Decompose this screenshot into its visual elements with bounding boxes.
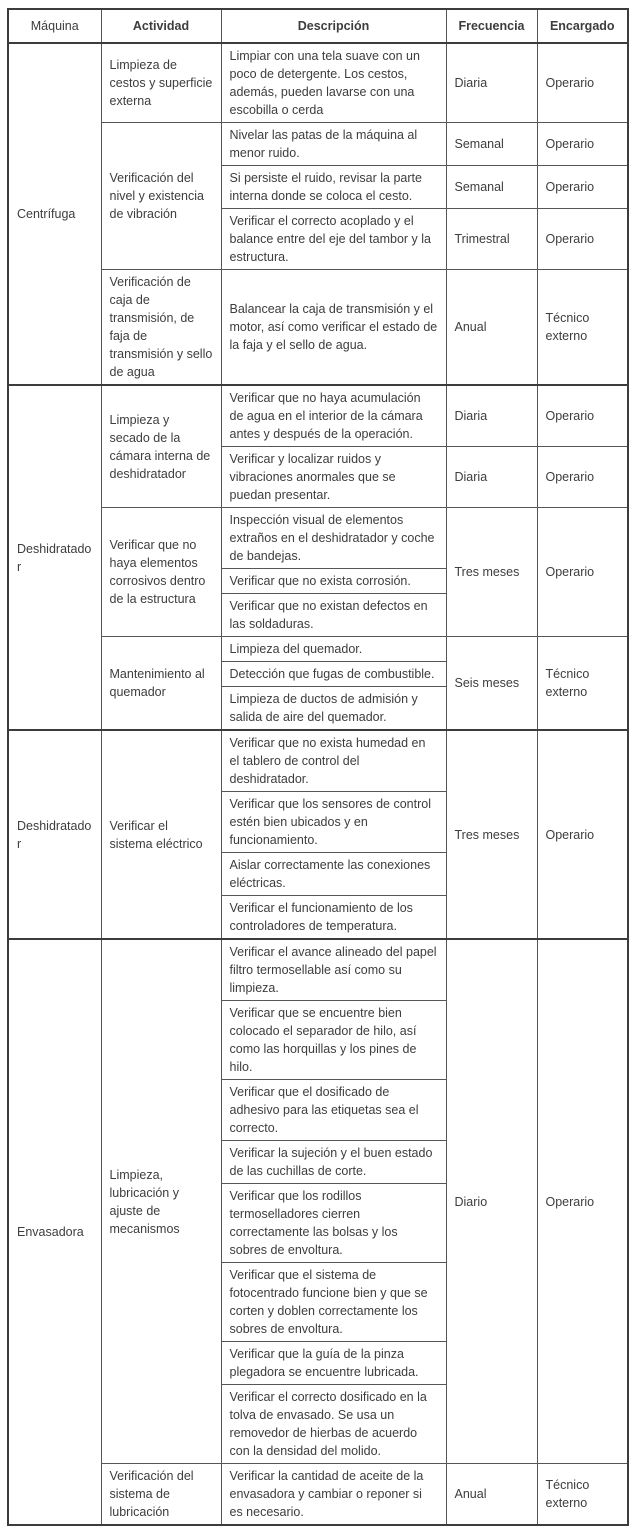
- description-cell: Si persiste el ruido, revisar la parte interna donde se coloca el cesto.: [221, 166, 446, 209]
- col-header-maquina: Máquina: [8, 9, 101, 43]
- description-cell: Verificar el correcto acoplado y el balance entre del eje del tambor y la estructura.: [221, 209, 446, 270]
- frequency-cell: Anual: [446, 1464, 537, 1526]
- description-cell: Detección que fugas de combustible.: [221, 662, 446, 687]
- description-cell: Limpiar con una tela suave con un poco de detergente. Los cestos, además, pueden lavarse con una escobilla o cerda: [221, 43, 446, 123]
- activity-cell: Limpieza de cestos y superficie externa: [101, 43, 221, 123]
- description-cell: Verificar el correcto dosificado en la tolva de envasado. Se usa un removedor de hierbas de acuerdo con la densidad del molido.: [221, 1385, 446, 1464]
- assignee-cell: Técnico externo: [537, 637, 628, 731]
- description-cell: Verificar el avance alineado del papel filtro termosellable así como su limpieza.: [221, 939, 446, 1001]
- assignee-cell: Operario: [537, 508, 628, 637]
- machine-cell-envasadora: Envasadora: [8, 939, 101, 1525]
- col-header-encargado: Encargado: [537, 9, 628, 43]
- description-cell: Aislar correctamente las conexiones eléctricas.: [221, 853, 446, 896]
- assignee-cell: Operario: [537, 43, 628, 123]
- description-cell: Verificar que no exista humedad en el tablero de control del deshidratador.: [221, 730, 446, 792]
- machine-cell-deshidratador-2: Deshidratador: [8, 730, 101, 939]
- frequency-cell: Tres meses: [446, 508, 537, 637]
- frequency-cell: Seis meses: [446, 637, 537, 731]
- table-row: [8, 123, 628, 166]
- assignee-cell: Operario: [537, 447, 628, 508]
- table-row: [8, 385, 628, 447]
- assignee-cell: Operario: [537, 385, 628, 447]
- assignee-cell: Operario: [537, 939, 628, 1464]
- assignee-cell: Operario: [537, 123, 628, 166]
- activity-cell: Verificación de caja de transmisión, de faja de transmisión y sello de agua: [101, 270, 221, 386]
- table-row: [8, 637, 628, 662]
- activity-cell: Verificar el sistema eléctrico: [101, 730, 221, 939]
- description-cell: Verificar que la guía de la pinza plegadora se encuentre lubricada.: [221, 1342, 446, 1385]
- activity-cell: Verificar que no haya elementos corrosivos dentro de la estructura: [101, 508, 221, 637]
- assignee-cell: Operario: [537, 166, 628, 209]
- frequency-cell: Semanal: [446, 123, 537, 166]
- frequency-cell: Diaria: [446, 385, 537, 447]
- description-cell: Balancear la caja de transmisión y el motor, así como verificar el estado de la faja y el sello de agua.: [221, 270, 446, 386]
- description-cell: Verificar y localizar ruidos y vibraciones anormales que se puedan presentar.: [221, 447, 446, 508]
- description-cell: Limpieza del quemador.: [221, 637, 446, 662]
- description-cell: Verificar que los rodillos termoselladores cierren correctamente las bolsas y los sobres de envoltura.: [221, 1184, 446, 1263]
- maintenance-table: [7, 8, 629, 1526]
- table-row: [8, 43, 628, 123]
- table-row: [8, 730, 628, 792]
- frequency-cell: Diaria: [446, 447, 537, 508]
- frequency-cell: Tres meses: [446, 730, 537, 939]
- activity-cell: Limpieza, lubricación y ajuste de mecanismos: [101, 939, 221, 1464]
- description-cell: Verificar la cantidad de aceite de la envasadora y cambiar o reponer si es necesario.: [221, 1464, 446, 1526]
- frequency-cell: Semanal: [446, 166, 537, 209]
- description-cell: Verificar la sujeción y el buen estado de las cuchillas de corte.: [221, 1141, 446, 1184]
- description-cell: Verificar que no haya acumulación de agua en el interior de la cámara antes y después de la operación.: [221, 385, 446, 447]
- description-cell: Verificar que los sensores de control estén bien ubicados y en funcionamiento.: [221, 792, 446, 853]
- assignee-cell: Operario: [537, 209, 628, 270]
- description-cell: Limpieza de ductos de admisión y salida de aire del quemador.: [221, 687, 446, 731]
- frequency-cell: Diaria: [446, 43, 537, 123]
- description-cell: Verificar que el dosificado de adhesivo para las etiquetas sea el correcto.: [221, 1080, 446, 1141]
- header-row: [8, 9, 628, 43]
- frequency-cell: Trimestral: [446, 209, 537, 270]
- description-cell: Verificar que el sistema de fotocentrado funcione bien y que se corten y doblen correctamente los sobres de envoltura.: [221, 1263, 446, 1342]
- col-header-frecuencia: Frecuencia: [446, 9, 537, 43]
- description-cell: Nivelar las patas de la máquina al menor ruido.: [221, 123, 446, 166]
- table-row: [8, 508, 628, 569]
- col-header-actividad: Actividad: [101, 9, 221, 43]
- description-cell: Verificar que no existan defectos en las soldaduras.: [221, 594, 446, 637]
- activity-cell: Limpieza y secado de la cámara interna de deshidratador: [101, 385, 221, 508]
- frequency-cell: Diario: [446, 939, 537, 1464]
- activity-cell: Verificación del sistema de lubricación: [101, 1464, 221, 1526]
- table-row: [8, 1464, 628, 1526]
- table-row: [8, 270, 628, 386]
- activity-cell: Mantenimiento al quemador: [101, 637, 221, 731]
- machine-cell-centrifuga: Centrífuga: [8, 43, 101, 385]
- assignee-cell: Técnico externo: [537, 1464, 628, 1526]
- machine-cell-deshidratador-1: Deshidratador: [8, 385, 101, 730]
- description-cell: Inspección visual de elementos extraños en el deshidratador y coche de bandejas.: [221, 508, 446, 569]
- col-header-descripcion: Descripción: [221, 9, 446, 43]
- description-cell: Verificar el funcionamiento de los controladores de temperatura.: [221, 896, 446, 940]
- description-cell: Verificar que se encuentre bien colocado el separador de hilo, así como las horquillas y los pines de hilo.: [221, 1001, 446, 1080]
- table-row: [8, 939, 628, 1001]
- assignee-cell: Operario: [537, 730, 628, 939]
- description-cell: Verificar que no exista corrosión.: [221, 569, 446, 594]
- activity-cell: Verificación del nivel y existencia de vibración: [101, 123, 221, 270]
- frequency-cell: Anual: [446, 270, 537, 386]
- assignee-cell: Técnico externo: [537, 270, 628, 386]
